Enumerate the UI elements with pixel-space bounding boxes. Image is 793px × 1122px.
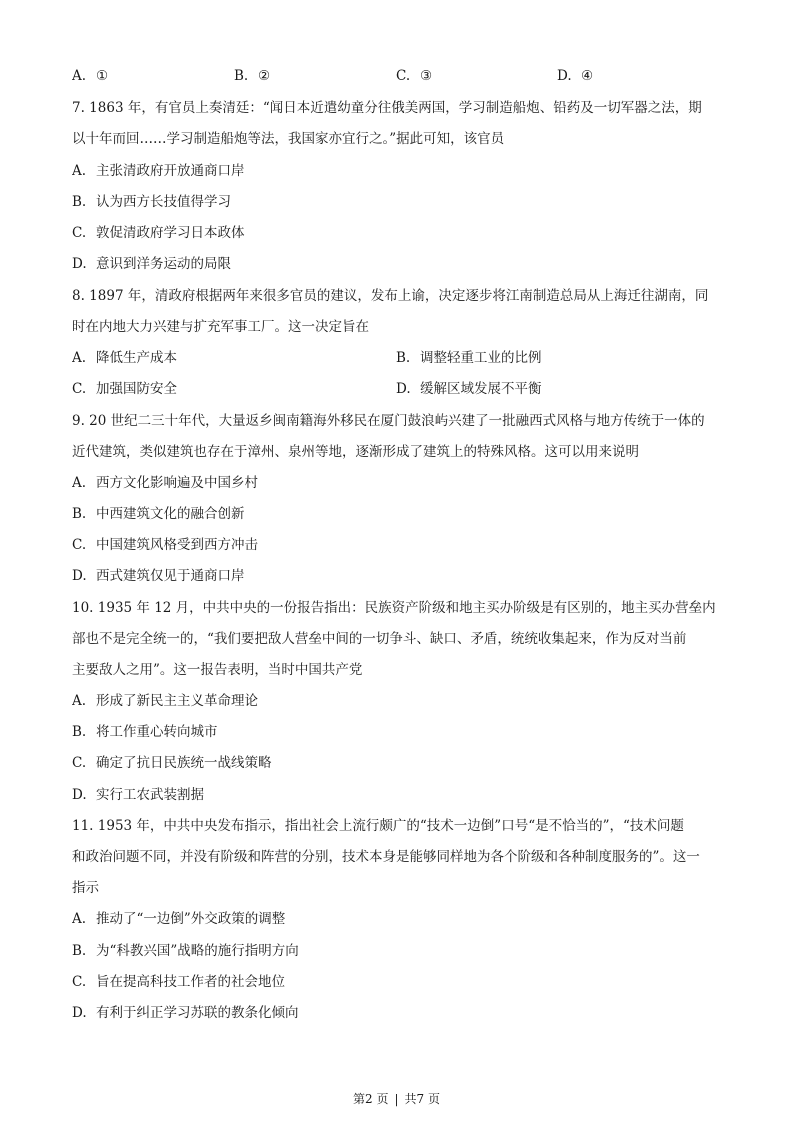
q8-option-d [396, 379, 542, 399]
footer-separator: | [394, 1092, 399, 1106]
option-text: 缓解区域发展不平衡 [420, 381, 542, 397]
option-text: 有利于纠正学习苏联的教条化倾向 [96, 1005, 299, 1021]
option-text: ① [96, 68, 109, 84]
option-text: 形成了新民主主义革命理论 [96, 693, 258, 709]
option-letter: B. [72, 724, 87, 740]
q8-options-row-1 [72, 348, 722, 368]
option-text: ② [258, 68, 271, 84]
q11-stem-line-2: 和政治问题不同，并没有阶级和阵营的分别，技术本身是能够同样地为各个阶级和各种制度服务的”。这一 [72, 849, 700, 865]
option-letter: C. [72, 381, 87, 397]
option-letter: D. [72, 1005, 87, 1021]
q7-option-c [72, 223, 722, 243]
option-letter: D. [72, 256, 87, 272]
q11-option-b [72, 941, 722, 961]
q10-option-b [72, 722, 722, 742]
option-letter: D. [557, 68, 572, 84]
q9-option-c [72, 535, 722, 555]
q7-option-a [72, 161, 722, 181]
option-text: 加强国防安全 [96, 381, 177, 397]
option-letter: B. [72, 506, 87, 522]
option-letter: C. [396, 68, 411, 84]
option-letter: D. [72, 787, 87, 803]
q9-stem-line-2: 近代建筑，类似建筑也存在于漳州、泉州等地，逐渐形成了建筑上的特殊风格。这可以用来说明 [72, 444, 639, 460]
q10-option-c [72, 753, 722, 773]
page-number: 第2 页 [353, 1092, 389, 1106]
option-letter: A. [72, 350, 87, 366]
q8-option-c [72, 379, 177, 399]
option-text: 确定了抗日民族统一战线策略 [96, 755, 272, 771]
q8-stem-line-1: 8. 1897 年，清政府根据两年来很多官员的建议，发布上谕，决定逐步将江南制造总局从上海迁往湖南，同 [72, 288, 709, 304]
option-letter: C. [72, 225, 87, 241]
option-letter: A. [72, 693, 87, 709]
q11-stem-line-3: 指示 [72, 880, 99, 896]
option-letter: B. [396, 350, 411, 366]
option-letter: A. [72, 163, 87, 179]
option-letter: B. [72, 194, 87, 210]
option-text: ③ [420, 68, 433, 84]
option-text: 中国建筑风格受到西方冲击 [96, 537, 258, 553]
option-letter: A. [72, 911, 87, 927]
q9-stem-line-1: 9. 20 世纪二三十年代，大量返乡闽南籍海外移民在厦门鼓浪屿兴建了一批融西式风格与地方传统于一体的 [72, 413, 705, 429]
q6-option-c [396, 66, 432, 86]
q9-option-a [72, 473, 722, 493]
page-footer [0, 1090, 793, 1108]
q8-option-a [72, 348, 177, 368]
option-text: 推动了“一边倒”外交政策的调整 [96, 911, 286, 927]
q6-option-d [557, 66, 593, 86]
q7-option-b [72, 192, 722, 212]
q10-option-a [72, 691, 722, 711]
option-letter: C. [72, 974, 87, 990]
q11-option-a [72, 909, 722, 929]
q9-option-b [72, 504, 722, 524]
option-text: 西式建筑仅见于通商口岸 [96, 568, 245, 584]
option-letter: D. [72, 568, 87, 584]
q6-option-b [234, 66, 270, 86]
q11-option-d [72, 1003, 722, 1023]
q7-option-d [72, 254, 722, 274]
option-letter: C. [72, 755, 87, 771]
q10-option-d [72, 785, 722, 805]
q11-option-c [72, 972, 722, 992]
option-letter: B. [234, 68, 249, 84]
option-text: 将工作重心转向城市 [96, 724, 218, 740]
q7-stem-line-2: 以十年而回……学习制造船炮等法，我国家亦宜行之。”据此可知，该官员 [72, 131, 505, 147]
option-letter: C. [72, 537, 87, 553]
q6-option-a [72, 66, 108, 86]
option-letter: D. [396, 381, 411, 397]
option-letter: A. [72, 475, 87, 491]
option-text: 认为西方长技值得学习 [96, 194, 231, 210]
option-text: 敦促清政府学习日本政体 [96, 225, 245, 241]
option-text: 意识到洋务运动的局限 [96, 256, 231, 272]
q10-stem-line-1: 10. 1935 年 12 月，中共中央的一份报告指出：民族资产阶级和地主买办阶级是有区别的，地主买办营垒内 [72, 600, 716, 616]
option-text: 主张清政府开放通商口岸 [96, 163, 245, 179]
q10-stem-line-3: 主要敌人之用”。这一报告表明，当时中国共产党 [72, 662, 363, 678]
option-letter: A. [72, 68, 87, 84]
option-text: 调整轻重工业的比例 [420, 350, 542, 366]
q11-stem-line-1: 11. 1953 年，中共中央发布指示，指出社会上流行颇广的“技术一边倒”口号“是不恰当的”，“技术问题 [72, 818, 684, 834]
q9-option-d [72, 566, 722, 586]
q8-stem-line-2: 时在内地大力兴建与扩充军事工厂。这一决定旨在 [72, 319, 369, 335]
option-letter: B. [72, 943, 87, 959]
option-text: 降低生产成本 [96, 350, 177, 366]
page-total: 共7 页 [404, 1092, 440, 1106]
q10-stem-line-2: 部也不是完全统一的，“我们要把敌人营垒中间的一切争斗、缺口、矛盾，统统收集起来，作为反对当前 [72, 631, 687, 647]
option-text: 旨在提高科技工作者的社会地位 [96, 974, 285, 990]
q6-options-row [72, 66, 722, 86]
option-text: 西方文化影响遍及中国乡村 [96, 475, 258, 491]
q7-stem-line-1: 7. 1863 年，有官员上奏清廷：“闻日本近遣幼童分往俄美两国，学习制造船炮、铅药及一切军器之法，期 [72, 100, 702, 116]
option-text: 实行工农武装割据 [96, 787, 204, 803]
q8-option-b [396, 348, 542, 368]
option-text: 为“科教兴国”战略的施行指明方向 [96, 943, 299, 959]
option-text: 中西建筑文化的融合创新 [96, 506, 245, 522]
option-text: ④ [581, 68, 594, 84]
q8-options-row-2 [72, 379, 722, 399]
